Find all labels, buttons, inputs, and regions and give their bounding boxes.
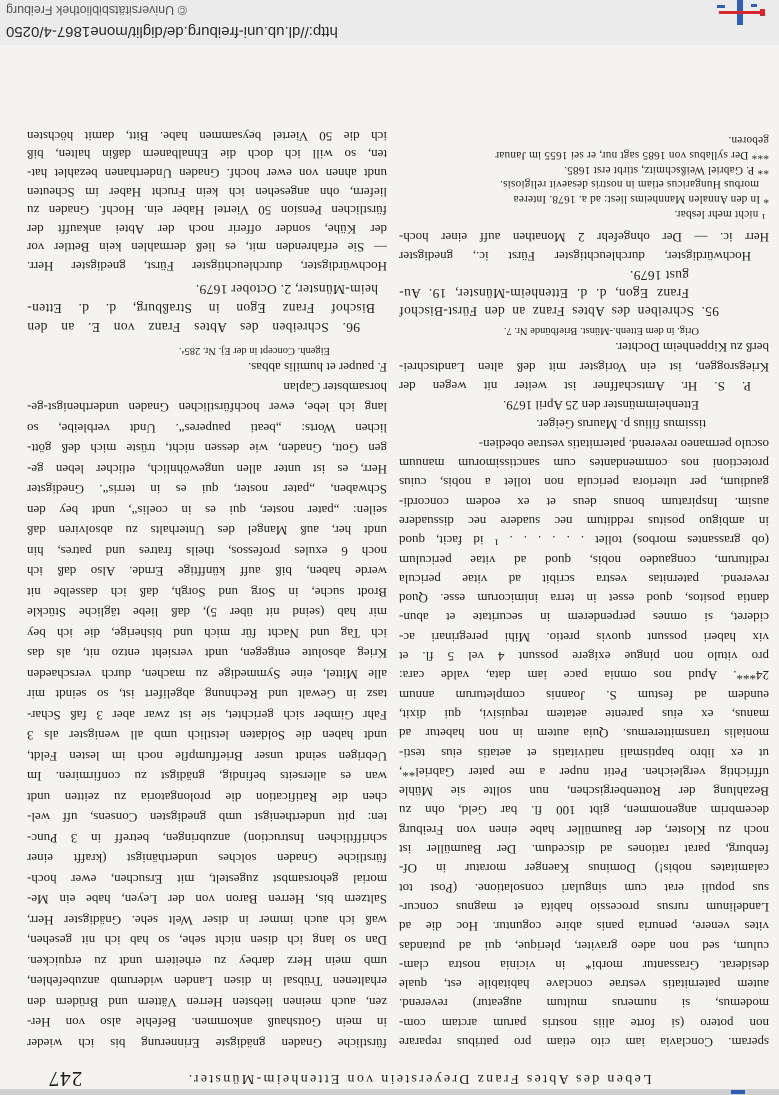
letter-94-date: Ettenheimmünster den 25 April 1679. [502, 398, 699, 413]
footnote-line: *** Der syllabus von 1685 sagt nur, er sei 1655 im Januar [495, 148, 769, 161]
text-line: Fahr Gimber sich gerichtet, sie ist zwar aber 3 faß Schar- [27, 708, 387, 723]
ub-freiburg-logo-icon [715, 0, 765, 27]
text-line: werde haben, biß auff künfftige Ernde. Also daß ich [27, 564, 387, 580]
text-line: seilen: „pater noster, qui es in coelis“, undt bey den [27, 503, 387, 518]
text-line: schrifftlichen Instruction) anzubringen, betreff in 3 Punc- [27, 831, 387, 846]
text-line: Bischof Franz Egon in Straßburg, d. d. Etten- [27, 301, 375, 316]
text-line: autem paternitatis vestrae conclave habitabile est, quale [399, 977, 769, 993]
text-line: Uebrigen seindt unser Brieffumpfle noch im lesten Feldt, [27, 749, 387, 764]
text-line: Hochwürdigster, durchleuchtigster Fürst, gnedigster Herr. [27, 259, 387, 274]
text-line: fenburg, parat rationes ad discedum. Der Baumüller ist [399, 842, 769, 858]
footnote-line: morbus Hungaricus etiam in nostris desaevit religiosis. [499, 178, 759, 191]
text-line: erhaltenen Trübsal in disen Landen widerumb anzubefehlen, [27, 974, 387, 990]
footnotes [399, 132, 769, 221]
text-line: ich Tag und Nacht für mich und bisherige, die ich bey [27, 626, 387, 641]
text-line: 24***. Apud nos omnia pace iam data, valde cara: [399, 668, 769, 684]
text-line: lichen Worts: „beati pauperes“. Undt verbleibe, so [27, 421, 387, 436]
text-line: tasz in Gewalt und Rechnung abgelifert ist, so seindt mir [27, 687, 387, 703]
text-line: non potero (si forte aliis nostris parum arctam com- [399, 1015, 769, 1031]
document-96-heading [27, 280, 387, 337]
text-line: morial gehorsambst zugestelt, mit Ersuchen, ewer hoch- [27, 872, 387, 887]
text-line: Kriegsroggen, ist ein Vorigster mit deß alten Landtschrei- [399, 359, 769, 375]
text-line: undt her, auß Mangel des Unterhalts zu absolviren daß [27, 523, 387, 539]
text-line: osculo permaneo reverend. paternitatis vestrae obedien- [478, 436, 769, 452]
text-line: Dan so lang ich disen nicht sehe, so hab ich nit gesehen, [27, 933, 387, 949]
text-line: wan es allerseits befindig, gnädigst zu confirmiren. Im [27, 769, 387, 785]
document-96-body [27, 126, 387, 275]
text-line: decembrim angenommen, gibt 100 fl. bar Geld, ohn zu [399, 803, 769, 819]
copyright-notice: © Universitätsbibliothek Freiburg [6, 3, 187, 17]
text-line: Landelinum rursus processio habita et magnus concur- [399, 899, 769, 915]
text-line: eundem ad festum S. Joannis completurum annum [399, 687, 769, 703]
text-line: protectioni nos commendantes cum sanctissimorum manuum [399, 456, 769, 472]
signature: F. pauper et humilis abbas. [247, 360, 387, 375]
text-line: ut ex libro baptismali nativitatis et aetatis eius testi- [399, 745, 769, 761]
text-line: Krieg absolute entgegen, undt versieht entzo nit, als das [27, 646, 387, 662]
text-line: heim-Münster, 2. October 1679. [195, 282, 378, 297]
document-95-heading [399, 266, 769, 320]
text-line: ten: pitt underthenigst umb gnedigsten Consens, uff wel- [27, 810, 387, 826]
text-line: horsambster Caplan [283, 380, 387, 395]
text-line: 96. Schreiben des Abtes Franz von E. an den [27, 320, 360, 335]
text-line: — Sie erfahrenden mit, es ließ dermahlen kein Bettler vor [27, 240, 387, 256]
text-line: Bezahlung der Rottenbergischen, nun sollte sie Mühle [399, 784, 769, 800]
text-line: ten, so will ich doch die Ehnalbanern daßin halten, biß [27, 147, 387, 163]
text-line: gaudium, per ulteriora pericula non tollet a nobis, cuius [399, 475, 769, 491]
text-line: Hochwürdigster, durchleuchtigster Fürst ic., gnedigster [399, 249, 751, 264]
text-line: waß ich auch immer in diser Welt sehe. Gnädigster Herr, [27, 913, 387, 928]
scan-edge-strip [0, 1089, 779, 1095]
permalink-url: http://dl.ub.uni-freiburg.de/diglit/mone1867-4/0250 [6, 23, 338, 40]
text-line: (ob grassantes morbos) tollet . . . . . . ¹ id facit, quod [399, 533, 769, 549]
text-line: ausim. Inspiratum bonus deus et ex eodem concordi- [399, 494, 769, 510]
text-line: monialis transmitteremus. Quia autem in non habetur ad [399, 726, 769, 742]
page-number: 247 [47, 1067, 83, 1091]
text-line: zen, auch meinen liebsten Herren Vättern und Brüdern den [27, 995, 387, 1010]
letter-94-closing: tissimus filius p. Maurus Geiger. [536, 417, 706, 432]
text-line: fürstlichen Pension 50 Viertel Haber ein. Hochf. Gnaden zu [27, 203, 387, 219]
text-line: rediturum, congaudeo nobis, quod ad vitae periculum [399, 552, 769, 568]
text-line: Saltzern bis, Herren Baron von der Leyen, habe ein Me- [27, 892, 387, 908]
letter-94-postscript [399, 338, 769, 396]
text-line: fürstliche Gnaden gnädigste Erinnerung bis ich wieder [27, 1036, 387, 1051]
text-line: ich die 50 Viertel beysammen habe. Bitt, damit höchsten [27, 128, 387, 144]
footnote-line: ¹ nicht mehr lesbar. [674, 208, 765, 220]
text-line: berß zu Kippenheim Dochter. [615, 340, 769, 356]
text-line: pro vitulo non pingue exigere possunt 4 vel 5 fl. et [399, 649, 769, 665]
text-line: lang ich lebe, ewer hochfürstlichen Gnaden underthenigst-ge- [27, 400, 387, 416]
text-line: vix haberi possunt quovis pretio. Mihi peregrinari ac- [399, 629, 769, 645]
text-line: Brodt suche, in Sorg und Sorgh, daß ich dasselbe nit [27, 585, 387, 600]
text-line: culum, sed non adeo graviter, plerique, qui ad putandas [399, 938, 769, 954]
text-line: P. S. Hr. Amtschaffner ist weiter nit wegen der [399, 379, 751, 394]
text-line: fürstliche Gnaden solches underthänigst (krafft einer [27, 851, 387, 867]
footnote-line: geboren. [728, 134, 769, 147]
text-line: mir hab (seind nit über 5), daß liebe tägliche Stückle [27, 605, 387, 621]
letter-94-body [399, 435, 769, 1053]
text-line: liefern, ohn angesehen ich kein Frucht Haber im Scheuten [27, 184, 387, 200]
text-line: sus populi erat cum singulari consolatione. (Post tot [399, 880, 769, 896]
running-head-title: Leben des Abtes Franz Dreyerstein von Ettenheim-Münster. [186, 1071, 652, 1086]
letter-95-body [27, 377, 387, 1054]
text-line: Herr ic. — Der ohngefehr 2 Monathen auff einer hoch- [399, 230, 769, 245]
text-line: cideret, si omnes perpenderem in securitate et abun- [399, 610, 769, 626]
text-line: desiderat. Grassantur morbi* in vicinia nostra clam- [399, 957, 769, 973]
source-note-95: Eigenh. Concept in der Ej. Nr. 285ᵃ. [178, 345, 330, 356]
text-line: alle Mittel, eine Symmedige zu machen, durch verschaeden [27, 667, 387, 682]
text-line: in mein Gottshauß ankommen. Befehle also von Her- [27, 1015, 387, 1031]
text-line: vites venere, penuria panis abire coguntur. Hoc die ad [399, 919, 769, 935]
text-line: Franz Egon, d. d. Ettenheim-Münster, 19. Au- [399, 286, 689, 301]
footnote-line: * In den Annalen Mannheims liest: ad a. 1678. Interea [513, 193, 769, 206]
text-line: in ambiguo positus redditum nec suadere nec dissuadere [399, 513, 769, 529]
text-line: speram. Conclavia iam cito etiam pro patribus reparare [399, 1035, 769, 1050]
text-line: reverend. paternitas vestra scribit ad vitae pericula [399, 571, 769, 587]
text-line: 95. Schreiben des Abtes Franz an den Fürst-Bischof [399, 304, 719, 319]
text-line: calamitates nobis!) Dominus Kaenger moratur in Of- [399, 861, 769, 877]
source-note-94: Orig. in dem Ettenh.-Münst. Briefbünde Nr. 7. [503, 325, 699, 336]
text-line: gust 1679. [629, 268, 689, 283]
text-line: chen die Ratification die prolongatoria zu zeitten undt [27, 790, 387, 805]
text-line: noch zu Kloster, der Baumüller habe einen von Freiburg [399, 822, 769, 838]
text-line: manus, ex eius parente aetatem requisivi, qui dixit, [399, 706, 769, 722]
text-line: noch 6 exules professos, theils fratres und patres, hin [27, 544, 387, 559]
edge-marker-icon [731, 1090, 745, 1094]
text-line: der Kühe, sonder offerir noch der Abtei ankaufft der [27, 221, 387, 237]
text-line: undt ahnen von ewer hochf. Gnaden Underthanen bezahlet hat- [27, 166, 387, 182]
text-line: Herr, es ist unter allen ungewöhnlich, etlicher leben ge- [27, 462, 387, 477]
text-line: undt haben die Soldaten letstlich umb all wenigster als 3 [27, 728, 387, 744]
document-95-salutation [399, 228, 769, 266]
text-line: modemus, si numerus multum augeatur) reverend. [399, 996, 769, 1012]
text-line: Schwaben, „pater noster, qui es in terris“. Gnedigster [27, 482, 387, 498]
footnote-line: ** P. Gabriel Weißschmitz, stirbt erst 1685. [563, 163, 769, 176]
text-line: uffrichtig vergleichen. Petit nuper a me pater Gabriel**, [399, 764, 769, 780]
text-line: dantia positos, quod esset in terra inimicorum esse. Quod [399, 591, 769, 607]
text-line: gen Gott, Gnaden, wie dessen nicht, trüste mich deß gött- [27, 441, 387, 457]
text-line: umb mein Herz darbey zu erheitern undt zu erquicken. [27, 954, 387, 969]
